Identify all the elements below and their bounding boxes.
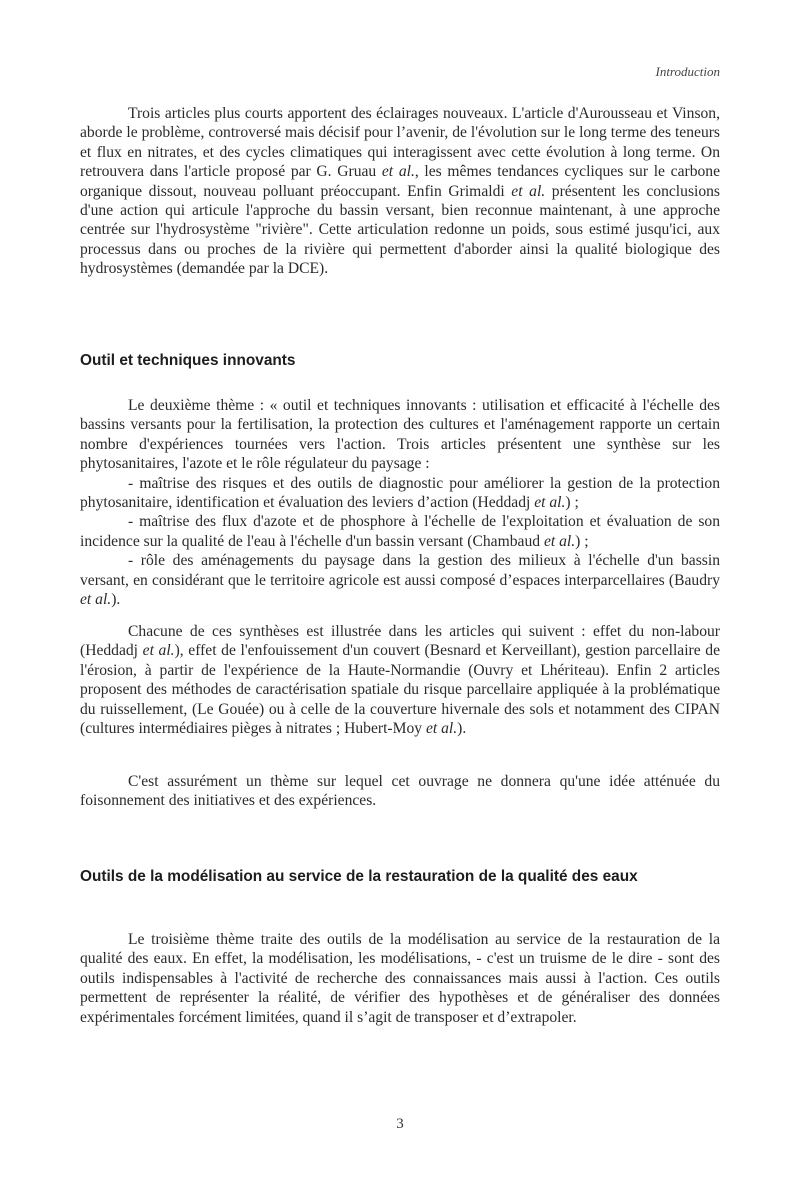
list-item-text: - maîtrise des flux d'azote et de phosphore à l'échelle de l'exploitation et évaluation de son incidence sur la qualité de l'eau à l'échelle d'un bassin versant (Chambaud [80, 513, 720, 550]
list-item-text: - rôle des aménagements du paysage dans la gestion des milieux à l'échelle d'un bassin versant, en considérant que le territoire agricole est aussi composé d’espaces interparcellaires (Baudry [80, 552, 720, 589]
section-heading-outil-techniques: Outil et techniques innovants [80, 352, 296, 369]
paragraph-text: présentent les conclusions d'une action qui articule l'approche du bassin versant, bien reconnue maintenant, à une approche centrée sur l'hydrosystème "rivière". Cette articulation redonne un poids, sous estimé jusqu'ici, aux processus dans ou proches de la rivière qui permettent d'aborder ainsi la qualité biologique des hydrosystèmes (demandée par la DCE). [80, 182, 721, 278]
paragraph-short-articles [80, 104, 720, 279]
running-header: Introduction [655, 64, 720, 79]
paragraph-text-italic: et al. [425, 720, 458, 738]
paragraph-theme-conclusion: C'est assurément un thème sur lequel cet ouvrage ne donnera qu'une idée atténuée du foisonnement des initiatives et des expériences. [80, 773, 720, 810]
paragraph-illustrations [80, 622, 720, 738]
paragraph-text: , les mêmes tendances cycliques sur le carbone organique dissout, nouveau polluant préoccupant. Enfin Grimaldi [80, 163, 721, 200]
paragraph-text: Chacune de ces synthèses est illustrée dans les articles qui suivent : effet du non-labour (Heddadj [80, 623, 720, 660]
paragraph-text: ). [457, 720, 467, 738]
list-item [80, 512, 720, 551]
paragraph-text: ), effet de l'enfouissement d'un couvert (Besnard et Kerveillant), gestion parcellaire de l'érosion, à partir de l'expérience de la Haute-Normandie (Ouvry et Lhériteau). Enfin 2 articles proposent des méthodes de caractérisation spatiale du risque parcellaire appliquée à la problématique du ruissellement, (Le Gouée) ou à celle de la couverture hivernale des sols et notamment des CIPAN (cultures intermédiaires pièges à nitrates ; Hubert-Moy [80, 642, 720, 738]
paragraph-intro: Le deuxième thème : « outil et techniques innovants : utilisation et efficacité à l'échelle des bassins versants pour la fertilisation, la protection des cultures et l'aménagement rapporte un certain nombre d'expériences tournées vers l'action. Trois articles présentent une synthèse sur les phytosanitaires, l'azote et le rôle régulateur du paysage : [80, 397, 720, 473]
list-item-text: ) ; [575, 532, 589, 550]
section-heading-modelisation: Outils de la modélisation au service de la restauration de la qualité des eaux [80, 868, 638, 885]
list-item-text-italic: et al. [80, 591, 112, 609]
paragraph-text-italic: et al. [381, 163, 415, 181]
list-item-text: ) ; [565, 494, 579, 512]
paragraph-text-italic: et al. [511, 182, 546, 200]
list-item-text: ). [111, 591, 121, 609]
paragraph-modelisation: Le troisième thème traite des outils de la modélisation au service de la restauration de la qualité des eaux. En effet, la modélisation, les modélisations, - c'est un truisme de le dire - sont des outils indispensables à l'activité de recherche des connaissances mais aussi à l'action. Ces outils permettent de représenter la réalité, de vérifier des hypothèses et de généraliser des données expérimentales forcément limitées, quand il s’agit de transposer et d’extrapoler. [80, 931, 720, 1026]
list-item-text-italic: et al. [534, 494, 566, 512]
paragraph-text-italic: et al. [142, 642, 175, 660]
page-number: 3 [396, 1116, 404, 1132]
paragraph-text: Trois articles plus courts apportent des éclairages nouveaux. L'article d'Aurousseau et Vinson, aborde le problème, controversé mais décisif pour l’avenir, de l'évolution sur le long terme des teneurs et flux en nitrates, et des cycles climatiques qui interagissent avec cette évolution à long terme. On retrouvera dans l'article proposé par G. Gruau [80, 105, 720, 181]
list-item-text: - maîtrise des risques et des outils de diagnostic pour améliorer la gestion de la protection phytosanitaire, identification et évaluation des leviers d’action (Heddadj [80, 474, 720, 512]
list-item-text-italic: et al. [543, 532, 576, 550]
section-outil-techniques-body [80, 396, 720, 609]
list-item [80, 551, 720, 609]
list-item [80, 474, 720, 513]
